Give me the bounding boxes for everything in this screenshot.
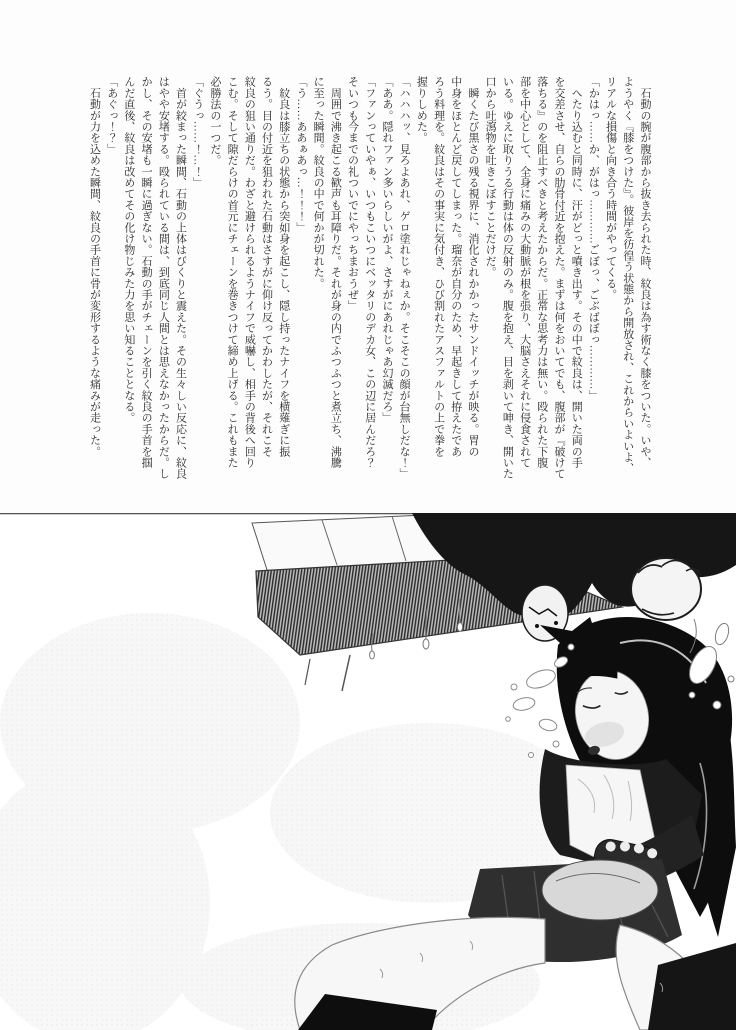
text-column: 「あぐっ！？」 (105, 76, 118, 155)
text-column: に至った瞬間。紋良の中で何かが切れた。 (312, 76, 325, 289)
text-column: 「ファンっていやぁ、いつもこいつにベッタリのデカ女、この辺に居んだろ？ (363, 76, 376, 468)
text-column: 紋良の狙い通りだ。わざと避けられるようナイフで威嚇し、相手の背後へ回り (243, 76, 256, 468)
text-column: 「ぐうっ……！…！」 (191, 76, 204, 188)
text-column: ろう料理を。紋良はその事実に気付き、ひび割れたアスファルトの上で拳を (432, 76, 445, 457)
text-column: 部を中心として、全身に痛みの大動脈が根を張り、大脳さえそれに侵食されて (518, 76, 531, 468)
text-column: 「かはっ……か、がはっ…………ごぼっ、ごぶばぼっ…………」 (587, 76, 600, 401)
text-column: 握りしめた。 (415, 76, 428, 144)
attacker-fist (631, 558, 701, 620)
text-column: 周囲で沸き起こる歓声も耳障りだ。それが身の内でふつふつと煮立ち、沸騰 (329, 76, 342, 468)
text-column: るう。目の付近を狙われた石動はさすがに仰け反ってかわしたが、それこそ (260, 76, 273, 457)
text-column: 首が絞まった瞬間、石動の上体はびくりと震えた。その生々しい反応に、紋良 (174, 76, 187, 480)
text-column: 「ハハハッ、見ろよあれ、ゲロ塗れじゃねぇか。そこそこの顔が台無しだな！」 (398, 76, 411, 480)
text-column: へたり込むと同時に、汗がどっと噴き出す。その中で紋良は、開いた両の手 (570, 76, 583, 468)
text-column: 「う……ああぁあっ…！！！」 (294, 76, 307, 233)
text-column: ようやく『膝をつけた』。彼岸を彷徨う状態から開放され、これからいよいよ、 (621, 76, 634, 474)
manga-illustration (0, 513, 736, 1030)
manga-illustration-art (0, 513, 736, 1030)
body-text-top (85, 76, 653, 480)
text-column: 石動が力を込めた瞬間、紋良の手首に骨が変形するような痛みが走った。 (88, 76, 101, 457)
text-column: 「ああ。隠れファン多いらしいがよ、さすがにあれじゃあ幻滅だろ」 (380, 76, 393, 424)
text-column: 中身をほとんど戻してしまった。瑠奈が自分のため、早起きして拵えたであ (449, 76, 462, 457)
text-column: 紋良は膝立ちの状態から突如身を起こし、隠し持ったナイフを横薙ぎに振 (277, 76, 290, 457)
text-column: いる。ゆえに取りうる行動は体の反射のみ。腹を抱え、目を剥いて呻き、開いた (501, 76, 514, 480)
text-column: こむ。そして隙だらけの首元にチェーンを巻きつけて締め上げる。これもまた (226, 76, 239, 468)
text-column: 瞬くたび黒さの残る視界に、消化されかかったサンドイッチが映る。胃の (466, 76, 479, 457)
text-column: かし、その安堵も一瞬に過ぎない。石動の手がチェーンを引く紋良の手首を掴 (140, 76, 153, 468)
text-column: 石動の腕が腹部から抜き去られた時、紋良は為す術なく膝をついた。いや、 (639, 76, 651, 468)
text-column: 口から吐瀉物を吐きこぼすことだけだ。 (484, 76, 497, 278)
text-column: リアルな損傷と向き合う時間がやってくる。 (604, 76, 617, 300)
text-column: 落ちる』のを阻止すべきと考えたからだ。正常な思考力は無い。殴られた下腹 (535, 76, 548, 468)
text-column: 必勝法の一つだ。 (208, 76, 221, 166)
text-column: んだ直後、紋良は改めてその化け物じみた力を思い知ることとなる。 (122, 76, 135, 424)
text-column: はやや安堵する。殴られている間は、到底同じ人間とは思えなかったからだ。し (157, 76, 170, 480)
text-column: そいつも今までの礼ついでにやっちまおうぜ」 (346, 76, 359, 312)
text-column: を交差させ、自らの肋骨付近を抱えた。まずは何をおいてでも、腹部が『破けて (552, 76, 565, 480)
